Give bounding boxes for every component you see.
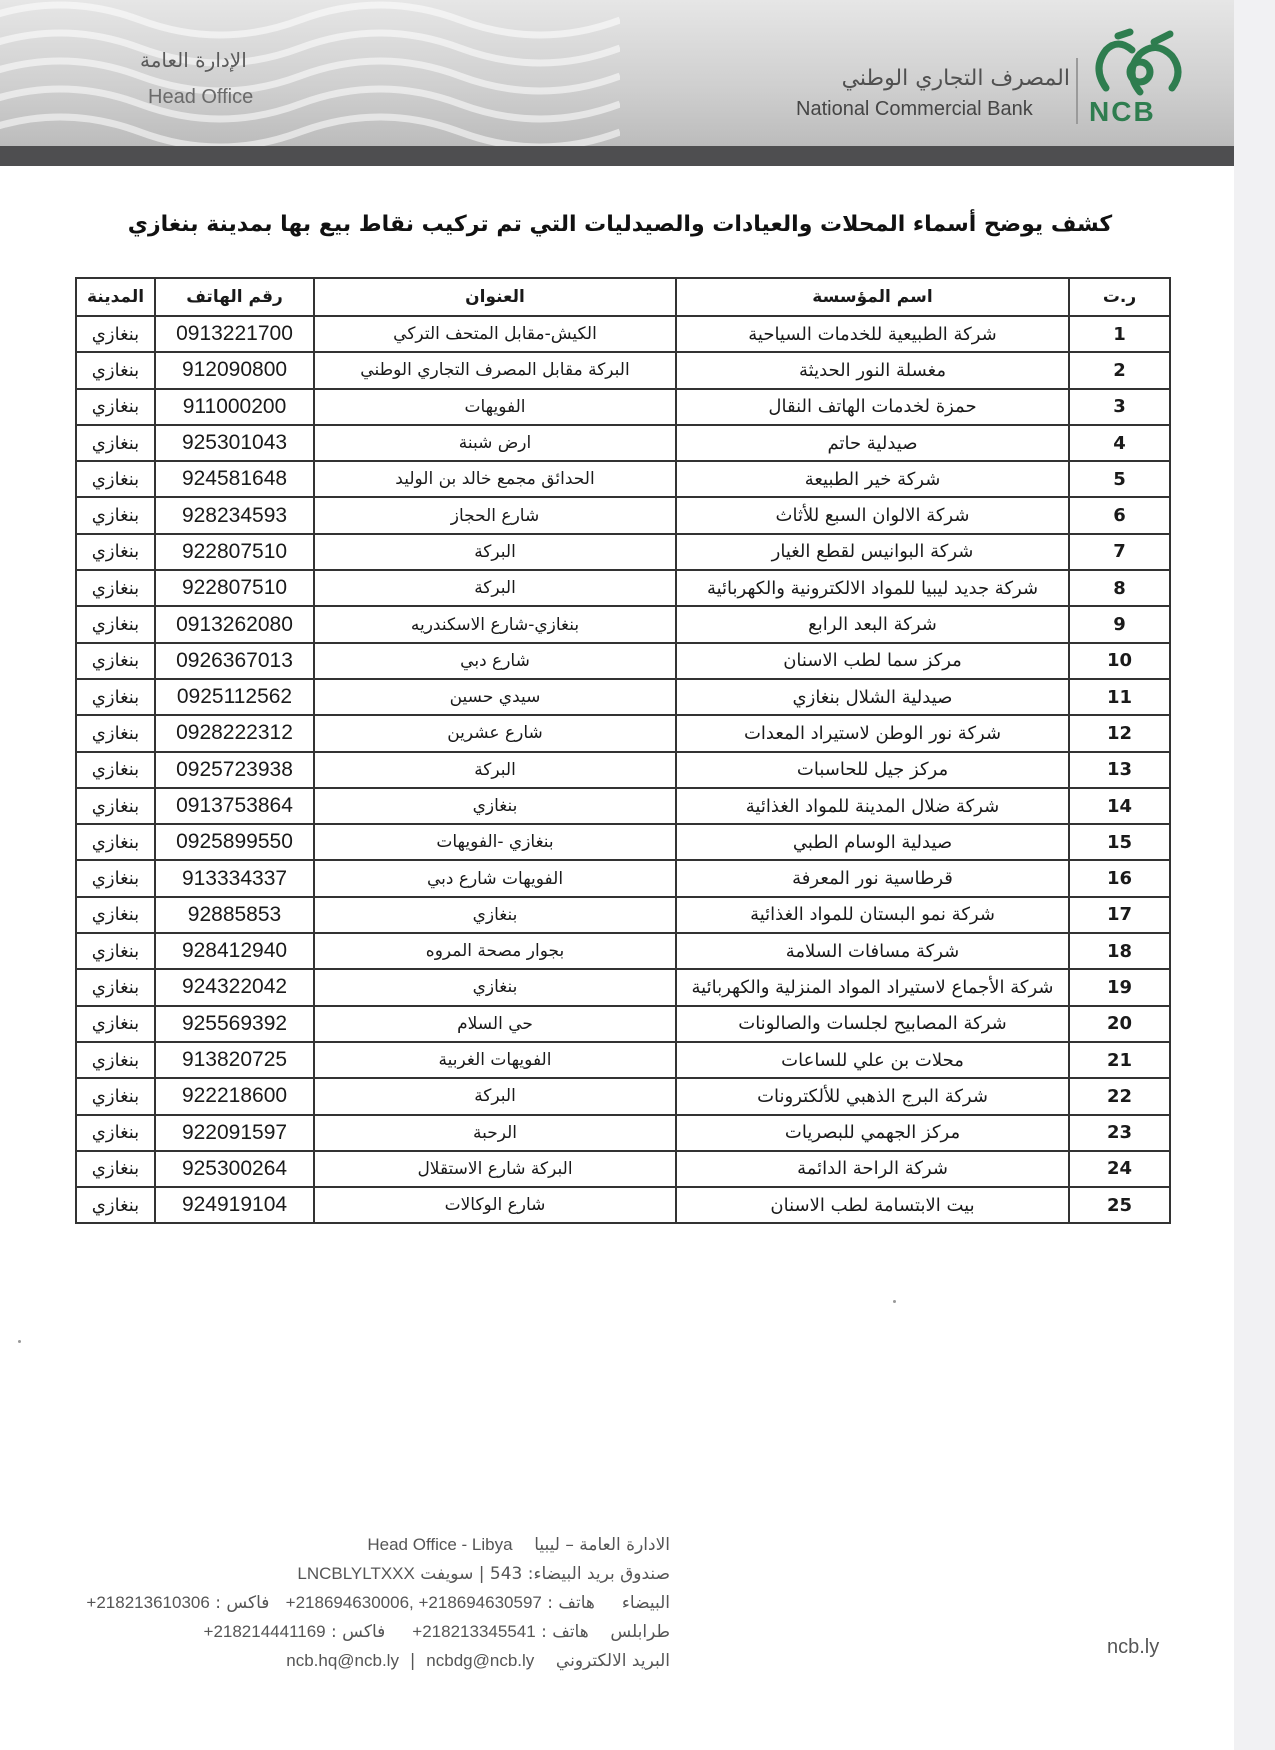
logo-divider xyxy=(1076,58,1078,124)
row-phone-cell: 0913221700 xyxy=(155,316,314,352)
table-row xyxy=(76,389,1170,425)
table-row xyxy=(76,897,1170,933)
table-row xyxy=(76,860,1170,896)
column-header-name: اسم المؤسسة xyxy=(676,278,1069,316)
row-serial-cell: 9 xyxy=(1069,606,1170,642)
column-header-serial: ر.ت xyxy=(1069,278,1170,316)
row-city-cell: بنغازي xyxy=(76,752,155,788)
row-phone-cell: 922807510 xyxy=(155,534,314,570)
row-address-cell: البركة xyxy=(314,570,676,606)
row-serial-cell: 3 xyxy=(1069,389,1170,425)
table-row xyxy=(76,352,1170,388)
row-phone-cell: 913820725 xyxy=(155,1042,314,1078)
row-city-cell: بنغازي xyxy=(76,715,155,751)
row-address-cell: البركة xyxy=(314,1078,676,1114)
footer-tripoli-phone: +218213345541 xyxy=(412,1622,536,1641)
footer-office-arabic: الادارة العامة – ليبيا xyxy=(534,1535,670,1555)
table-row xyxy=(76,316,1170,352)
header-rule xyxy=(0,146,1234,166)
row-address-cell: الفويهات الغربية xyxy=(314,1042,676,1078)
row-city-cell: بنغازي xyxy=(76,933,155,969)
row-name-cell: شركة جديد ليبيا للمواد الالكترونية والكهربائية xyxy=(676,570,1069,606)
table-row xyxy=(76,606,1170,642)
row-address-cell: البركة xyxy=(314,534,676,570)
head-office-english: Head Office xyxy=(148,86,254,108)
letterhead-header xyxy=(0,0,1234,146)
row-address-cell: الحدائق مجمع خالد بن الوليد xyxy=(314,461,676,497)
row-address-cell: بجوار مصحة المروه xyxy=(314,933,676,969)
row-name-cell: مركز جيل للحاسبات xyxy=(676,752,1069,788)
row-city-cell: بنغازي xyxy=(76,534,155,570)
footer-email-hq[interactable]: ncb.hq@ncb.ly xyxy=(286,1651,399,1670)
row-phone-cell: 92885853 xyxy=(155,897,314,933)
row-address-cell: بنغازي xyxy=(314,969,676,1005)
table-row xyxy=(76,1187,1170,1223)
row-name-cell: شركة البوانيس لقطع الغيار xyxy=(676,534,1069,570)
row-name-cell: قرطاسية نور المعرفة xyxy=(676,860,1069,896)
column-header-city: المدينة xyxy=(76,278,155,316)
column-header-phone: رقم الهاتف xyxy=(155,278,314,316)
row-address-cell: شارع دبي xyxy=(314,643,676,679)
row-serial-cell: 17 xyxy=(1069,897,1170,933)
row-name-cell: مغسلة النور الحديثة xyxy=(676,352,1069,388)
row-address-cell: حي السلام xyxy=(314,1006,676,1042)
footer-office-english: Head Office - Libya xyxy=(367,1535,513,1554)
row-city-cell: بنغازي xyxy=(76,860,155,896)
merchants-table-wrapper xyxy=(75,277,1169,1224)
footer-tripoli-line xyxy=(204,1622,670,1642)
row-address-cell: شارع الوكالات xyxy=(314,1187,676,1223)
row-address-cell: البركة شارع الاستقلال xyxy=(314,1151,676,1187)
row-city-cell: بنغازي xyxy=(76,497,155,533)
scan-speck xyxy=(893,1300,896,1303)
ncb-logo-icon xyxy=(1088,28,1192,100)
row-city-cell: بنغازي xyxy=(76,788,155,824)
row-serial-cell: 1 xyxy=(1069,316,1170,352)
row-address-cell: البركة مقابل المصرف التجاري الوطني xyxy=(314,352,676,388)
row-serial-cell: 23 xyxy=(1069,1115,1170,1151)
decorative-wave-pattern xyxy=(0,0,620,146)
row-serial-cell: 6 xyxy=(1069,497,1170,533)
row-city-cell: بنغازي xyxy=(76,643,155,679)
row-name-cell: شركة الالوان السبع للأثاث xyxy=(676,497,1069,533)
row-phone-cell: 0925899550 xyxy=(155,824,314,860)
table-row xyxy=(76,715,1170,751)
row-name-cell: بيت الابتسامة لطب الاسنان xyxy=(676,1187,1069,1223)
table-row xyxy=(76,933,1170,969)
table-row xyxy=(76,752,1170,788)
row-name-cell: شركة الراحة الدائمة xyxy=(676,1151,1069,1187)
row-city-cell: بنغازي xyxy=(76,425,155,461)
row-phone-cell: 0928222312 xyxy=(155,715,314,751)
table-row xyxy=(76,1078,1170,1114)
row-address-cell: البركة xyxy=(314,752,676,788)
table-row xyxy=(76,1006,1170,1042)
footer-office-line xyxy=(367,1535,670,1555)
row-city-cell: بنغازي xyxy=(76,824,155,860)
footer-bayda-phones: +218694630006, +218694630597 xyxy=(285,1593,542,1612)
row-city-cell: بنغازي xyxy=(76,1042,155,1078)
footer-pobox-line xyxy=(297,1564,670,1584)
row-city-cell: بنغازي xyxy=(76,389,155,425)
footer-tripoli-fax-label: فاكس : xyxy=(331,1622,386,1642)
row-name-cell: مركز الجهمي للبصريات xyxy=(676,1115,1069,1151)
row-serial-cell: 7 xyxy=(1069,534,1170,570)
row-name-cell: شركة البرج الذهبي للألكترونات xyxy=(676,1078,1069,1114)
row-address-cell: شارع عشرين xyxy=(314,715,676,751)
table-row xyxy=(76,969,1170,1005)
row-address-cell: شارع الحجاز xyxy=(314,497,676,533)
row-phone-cell: 928412940 xyxy=(155,933,314,969)
row-phone-cell: 911000200 xyxy=(155,389,314,425)
row-phone-cell: 0925112562 xyxy=(155,679,314,715)
row-phone-cell: 925569392 xyxy=(155,1006,314,1042)
row-city-cell: بنغازي xyxy=(76,461,155,497)
row-name-cell: شركة الأجماع لاستيراد المواد المنزلية والكهربائية xyxy=(676,969,1069,1005)
footer-swift: LNCBLYLTXXX xyxy=(297,1564,415,1583)
footer-email-dg[interactable]: ncbdg@ncb.ly xyxy=(426,1651,535,1670)
row-phone-cell: 922091597 xyxy=(155,1115,314,1151)
table-row xyxy=(76,1115,1170,1151)
row-name-cell: صيدلية الشلال بنغازي xyxy=(676,679,1069,715)
row-name-cell: شركة مسافات السلامة xyxy=(676,933,1069,969)
table-row xyxy=(76,788,1170,824)
row-name-cell: شركة خير الطبيعة xyxy=(676,461,1069,497)
row-name-cell: محلات بن علي للساعات xyxy=(676,1042,1069,1078)
row-name-cell: حمزة لخدمات الهاتف النقال xyxy=(676,389,1069,425)
merchants-table xyxy=(75,277,1171,1224)
footer-bayda-label: البيضاء xyxy=(621,1593,670,1613)
row-city-cell: بنغازي xyxy=(76,1006,155,1042)
row-phone-cell: 924919104 xyxy=(155,1187,314,1223)
row-phone-cell: 925300264 xyxy=(155,1151,314,1187)
row-serial-cell: 11 xyxy=(1069,679,1170,715)
row-city-cell: بنغازي xyxy=(76,897,155,933)
footer-fax-label: فاكس : xyxy=(215,1593,270,1613)
footer-tripoli-fax: +218214441169 xyxy=(203,1622,326,1641)
column-header-address: العنوان xyxy=(314,278,676,316)
row-city-cell: بنغازي xyxy=(76,1078,155,1114)
row-phone-cell: 0913262080 xyxy=(155,606,314,642)
row-phone-cell: 0913753864 xyxy=(155,788,314,824)
row-serial-cell: 22 xyxy=(1069,1078,1170,1114)
table-row xyxy=(76,1042,1170,1078)
table-row xyxy=(76,570,1170,606)
table-row xyxy=(76,534,1170,570)
table-row xyxy=(76,824,1170,860)
table-header-row xyxy=(76,278,1170,316)
bank-name-english: National Commercial Bank xyxy=(796,98,1033,120)
row-serial-cell: 16 xyxy=(1069,860,1170,896)
row-phone-cell: 924581648 xyxy=(155,461,314,497)
row-address-cell: الكيش-مقابل المتحف التركي xyxy=(314,316,676,352)
row-city-cell: بنغازي xyxy=(76,352,155,388)
row-serial-cell: 14 xyxy=(1069,788,1170,824)
row-serial-cell: 8 xyxy=(1069,570,1170,606)
row-name-cell: صيدلية حاتم xyxy=(676,425,1069,461)
row-address-cell: الفويهات xyxy=(314,389,676,425)
table-row xyxy=(76,643,1170,679)
table-row xyxy=(76,497,1170,533)
row-city-cell: بنغازي xyxy=(76,570,155,606)
row-serial-cell: 13 xyxy=(1069,752,1170,788)
row-name-cell: شركة نور الوطن لاستيراد المعدات xyxy=(676,715,1069,751)
row-city-cell: بنغازي xyxy=(76,1151,155,1187)
row-serial-cell: 10 xyxy=(1069,643,1170,679)
row-phone-cell: 922218600 xyxy=(155,1078,314,1114)
table-row xyxy=(76,461,1170,497)
footer-phone-label: هاتف : xyxy=(547,1593,595,1613)
footer-bayda-fax: +218213610306 xyxy=(86,1593,210,1612)
bank-name-arabic: المصرف التجاري الوطني xyxy=(841,66,1070,91)
row-address-cell: بنغازي xyxy=(314,897,676,933)
footer-email-line: البريد الالكتروني ncb.hq@ncb.ly | ncbdg@ncb.ly xyxy=(286,1651,670,1671)
footer-tripoli-phone-label: هاتف : xyxy=(541,1622,589,1642)
row-serial-cell: 21 xyxy=(1069,1042,1170,1078)
row-city-cell: بنغازي xyxy=(76,606,155,642)
row-serial-cell: 12 xyxy=(1069,715,1170,751)
row-serial-cell: 19 xyxy=(1069,969,1170,1005)
row-serial-cell: 4 xyxy=(1069,425,1170,461)
row-address-cell: الرحبة xyxy=(314,1115,676,1151)
table-body xyxy=(76,316,1170,1223)
row-name-cell: شركة نمو البستان للمواد الغذائية xyxy=(676,897,1069,933)
footer-tripoli-label: طرابلس xyxy=(610,1622,670,1642)
row-phone-cell: 925301043 xyxy=(155,425,314,461)
row-phone-cell: 928234593 xyxy=(155,497,314,533)
row-phone-cell: 913334337 xyxy=(155,860,314,896)
head-office-arabic: الإدارة العامة xyxy=(140,48,247,72)
table-row xyxy=(76,679,1170,715)
row-serial-cell: 18 xyxy=(1069,933,1170,969)
row-address-cell: بنغازي-شارع الاسكندريه xyxy=(314,606,676,642)
row-address-cell: سيدي حسين xyxy=(314,679,676,715)
row-city-cell: بنغازي xyxy=(76,1187,155,1223)
scan-margin xyxy=(1234,0,1275,1750)
row-serial-cell: 25 xyxy=(1069,1187,1170,1223)
website-link[interactable]: ncb.ly xyxy=(1107,1636,1160,1658)
footer-bayda-line xyxy=(86,1593,670,1613)
row-name-cell: صيدلية الوسام الطبي xyxy=(676,824,1069,860)
footer-email-label: البريد الالكتروني xyxy=(555,1651,670,1671)
row-city-cell: بنغازي xyxy=(76,316,155,352)
row-city-cell: بنغازي xyxy=(76,1115,155,1151)
scan-speck xyxy=(18,1340,21,1343)
row-name-cell: شركة ضلال المدينة للمواد الغذائية xyxy=(676,788,1069,824)
row-name-cell: شركة البعد الرابع xyxy=(676,606,1069,642)
footer-pobox: صندوق بريد البيضاء: 543 | سويفت xyxy=(420,1564,670,1584)
document-title: كشف يوضح أسماء المحلات والعيادات والصيدليات التي تم تركيب نقاط بيع بها بمدينة بنغازي xyxy=(127,212,1113,237)
row-serial-cell: 2 xyxy=(1069,352,1170,388)
row-address-cell: ارض شبنة xyxy=(314,425,676,461)
row-phone-cell: 912090800 xyxy=(155,352,314,388)
row-phone-cell: 922807510 xyxy=(155,570,314,606)
row-serial-cell: 24 xyxy=(1069,1151,1170,1187)
row-serial-cell: 20 xyxy=(1069,1006,1170,1042)
row-serial-cell: 5 xyxy=(1069,461,1170,497)
row-city-cell: بنغازي xyxy=(76,679,155,715)
row-address-cell: بنغازي -الفويهات xyxy=(314,824,676,860)
row-phone-cell: 0925723938 xyxy=(155,752,314,788)
row-address-cell: الفويهات شارع دبي xyxy=(314,860,676,896)
ncb-logo-text: NCB xyxy=(1089,96,1156,127)
row-phone-cell: 924322042 xyxy=(155,969,314,1005)
table-row xyxy=(76,1151,1170,1187)
row-city-cell: بنغازي xyxy=(76,969,155,1005)
row-name-cell: مركز سما لطب الاسنان xyxy=(676,643,1069,679)
row-address-cell: بنغازي xyxy=(314,788,676,824)
row-name-cell: شركة الطبيعية للخدمات السياحية xyxy=(676,316,1069,352)
row-name-cell: شركة المصابيح لجلسات والصالونات xyxy=(676,1006,1069,1042)
table-row xyxy=(76,425,1170,461)
row-serial-cell: 15 xyxy=(1069,824,1170,860)
row-phone-cell: 0926367013 xyxy=(155,643,314,679)
